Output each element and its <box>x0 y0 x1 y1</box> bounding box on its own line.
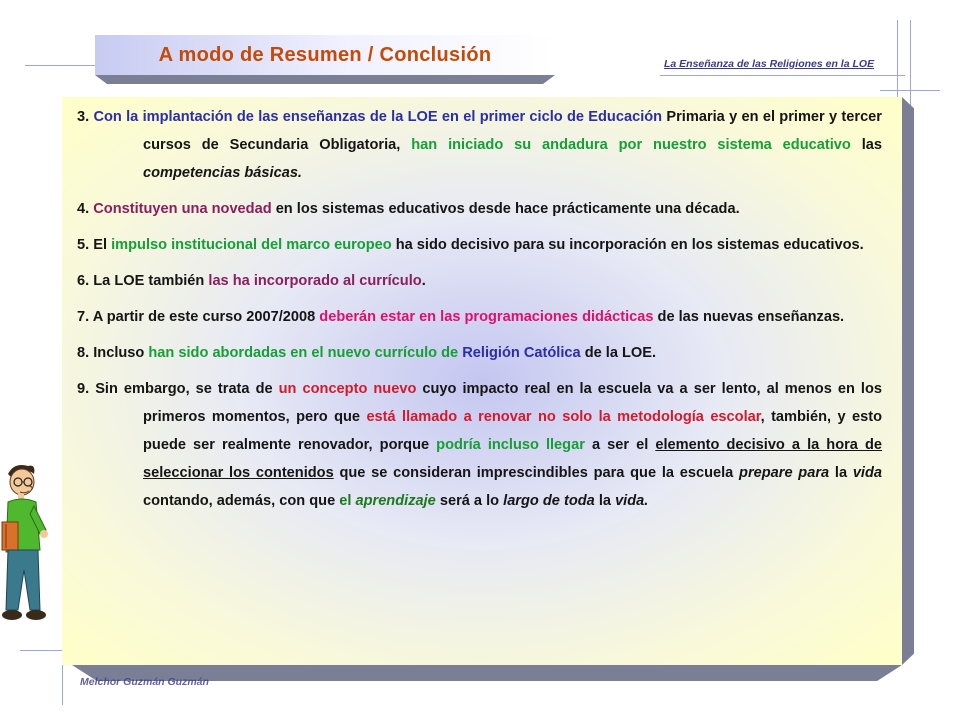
student-character-icon <box>0 460 62 640</box>
item-emphasis: vida. <box>615 493 649 509</box>
item-number: 5. El <box>77 237 108 253</box>
item-emphasis: vida <box>852 465 883 481</box>
item-number: 3. <box>77 109 90 125</box>
item-text: ha sido decisivo para su incorporación en los sistemas educativos. <box>395 237 864 253</box>
item-emphasis: largo de toda <box>503 493 595 509</box>
author-credit: Melchor Guzmán Guzmán <box>80 676 209 688</box>
item-text: Con la implantación de las enseñanzas de la LOE en el primer ciclo de Educación <box>93 109 663 125</box>
item-text: a ser el <box>591 437 649 453</box>
list-item-3 <box>77 103 882 187</box>
item-highlight: un concepto nuevo <box>278 381 417 397</box>
item-text: en los sistemas educativos desde hace prácticamente una década. <box>275 201 740 217</box>
item-number: 8. <box>77 345 90 361</box>
item-emphasis: aprendizaje <box>355 493 436 509</box>
item-text: Primaria y en el primer y tercer cursos de Secundaria Obligatoria, <box>143 109 882 153</box>
item-emphasis: prepare para <box>739 465 830 481</box>
item-text: cuyo impacto real en la escuela va a ser lento, al menos en los primeros momentos, pero que <box>143 381 882 425</box>
item-text: , también, y esto puede ser realmente renovador, porque <box>143 409 882 453</box>
list-item-5 <box>77 231 882 259</box>
item-text: de las nuevas enseñanzas. <box>657 309 845 325</box>
decor-line-top-right <box>660 75 905 76</box>
item-text: de la LOE. <box>584 345 657 361</box>
title-shadow <box>95 75 555 84</box>
item-number: 9. <box>77 381 90 397</box>
content-panel <box>62 97 902 665</box>
decor-line-right <box>880 90 940 91</box>
item-highlight: han sido abordadas en el nuevo currículo de <box>148 345 459 361</box>
item-text: la <box>598 493 611 509</box>
item-emphasis: competencias básicas. <box>143 165 302 181</box>
item-highlight: han iniciado su andadura por nuestro sistema educativo <box>411 137 851 153</box>
title-banner <box>95 35 555 75</box>
item-number: 7. <box>77 309 90 325</box>
item-highlight: está llamado a renovar no solo la metodología escolar <box>366 409 761 425</box>
item-text: será a lo <box>439 493 500 509</box>
item-text: que se consideran imprescindibles para que la escuela <box>339 465 734 481</box>
item-number: 4. <box>77 201 90 217</box>
panel-shadow-right <box>902 97 914 665</box>
item-text: las <box>861 137 883 153</box>
item-text: la <box>834 465 848 481</box>
presentation-subtitle: La Enseñanza de las Religiones en la LOE <box>664 58 875 70</box>
item-highlight: Constituyen una novedad <box>93 201 272 217</box>
item-highlight: impulso institucional del marco europeo <box>111 237 392 253</box>
item-highlight: las ha incorporado al currículo <box>208 273 422 289</box>
item-highlight: deberán estar en las programaciones didácticas <box>319 309 654 325</box>
list-item-8 <box>77 339 882 367</box>
item-number: 6. <box>77 273 90 289</box>
item-underlined: elemento decisivo a la hora de seleccionar los contenidos <box>143 437 882 481</box>
list-item-9 <box>77 375 882 515</box>
item-highlight: el <box>339 493 352 509</box>
item-highlight: podría incluso llegar <box>436 437 585 453</box>
item-text: A partir de este curso 2007/2008 <box>92 309 316 325</box>
list-item-4 <box>77 195 882 223</box>
item-text: contando, además, con que <box>143 493 336 509</box>
list-item-6 <box>77 267 882 295</box>
item-text: . <box>421 273 426 289</box>
item-highlight: Religión Católica <box>462 345 581 361</box>
page-title: A modo de Resumen / Conclusión <box>95 35 555 75</box>
list-item-7 <box>77 303 882 331</box>
item-text: Sin embargo, se trata de <box>95 381 273 397</box>
item-text: La LOE también <box>93 273 205 289</box>
item-text: Incluso <box>93 345 145 361</box>
